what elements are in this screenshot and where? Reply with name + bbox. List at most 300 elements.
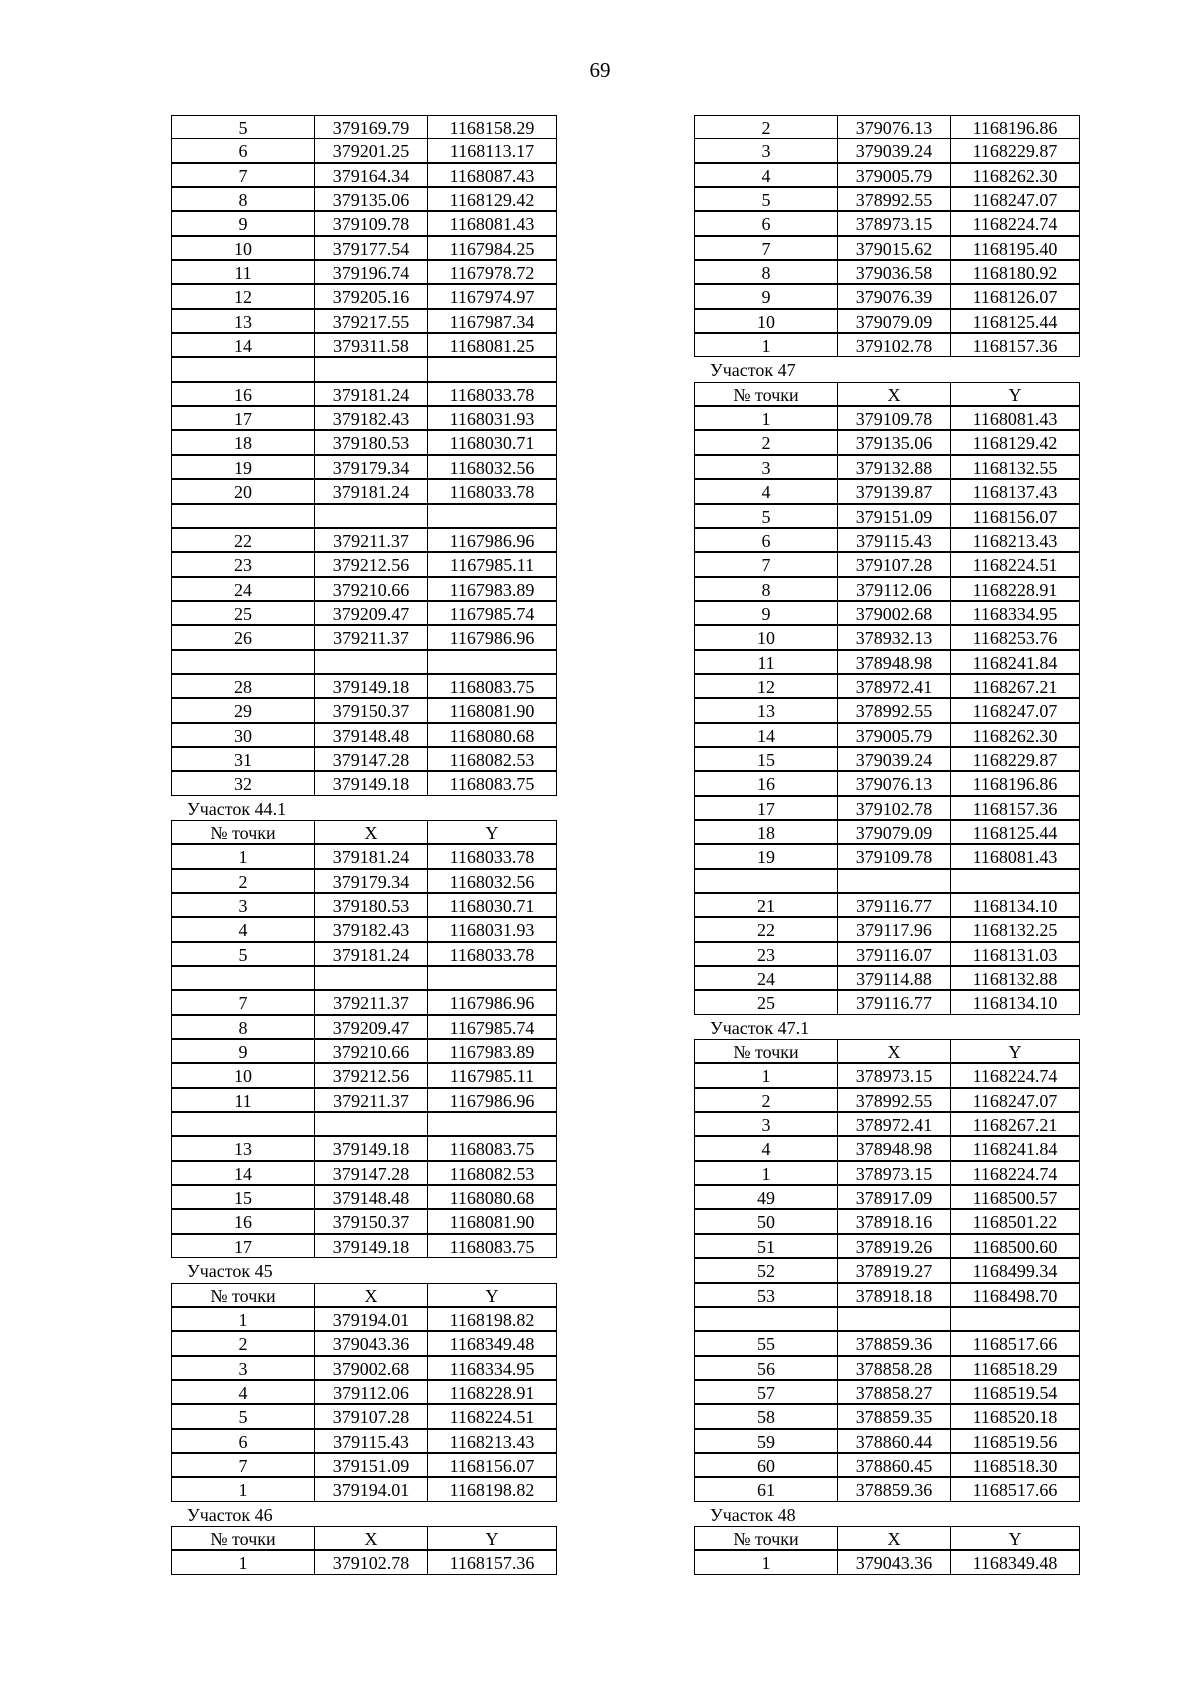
x-coordinate-cell: 379079.09 [837, 820, 951, 844]
x-coordinate-cell: 379181.24 [314, 844, 428, 868]
point-number-cell: 4 [171, 1380, 315, 1404]
y-coordinate-cell: 1168083.75 [427, 771, 557, 795]
x-coordinate-cell: 379151.09 [314, 1453, 428, 1477]
y-coordinate-cell: 1168125.44 [950, 309, 1080, 333]
y-coordinate-cell: 1168156.07 [427, 1453, 557, 1477]
empty-cell [314, 1112, 428, 1136]
point-number-cell: 11 [694, 650, 838, 674]
point-number-cell: 1 [694, 1550, 838, 1574]
y-coordinate-cell: 1168033.78 [427, 382, 557, 406]
point-number-cell: 9 [171, 211, 315, 235]
y-coordinate-cell: 1168156.07 [950, 504, 1080, 528]
point-number-header: № точки [171, 1283, 315, 1307]
x-coordinate-cell: 378948.98 [837, 650, 951, 674]
point-number-cell: 8 [171, 1015, 315, 1039]
x-coordinate-cell: 379148.48 [314, 1185, 428, 1209]
y-coordinate-cell: 1168198.82 [427, 1307, 557, 1331]
point-number-header: № точки [694, 1039, 838, 1063]
point-number-cell: 2 [171, 1331, 315, 1355]
y-coordinate-cell: 1168498.70 [950, 1283, 1080, 1307]
point-number-cell: 2 [694, 1088, 838, 1112]
y-coordinate-cell: 1168267.21 [950, 674, 1080, 698]
x-coordinate-cell: 379116.77 [837, 893, 951, 917]
point-number-cell: 9 [171, 1039, 315, 1063]
section-title: Участок 48 [710, 1504, 796, 1525]
empty-cell [694, 869, 838, 893]
x-coordinate-cell: 378973.15 [837, 211, 951, 235]
point-number-cell: 2 [171, 869, 315, 893]
empty-cell [427, 1112, 557, 1136]
y-coordinate-cell: 1168517.66 [950, 1477, 1080, 1501]
x-coordinate-cell: 379076.13 [837, 115, 951, 139]
x-coordinate-cell: 379150.37 [314, 1209, 428, 1233]
point-number-cell: 9 [694, 601, 838, 625]
point-number-cell: 7 [171, 990, 315, 1014]
x-coordinate-cell: 379147.28 [314, 747, 428, 771]
point-number-cell: 28 [171, 674, 315, 698]
y-coordinate-cell: 1168080.68 [427, 1185, 557, 1209]
x-coordinate-cell: 378973.15 [837, 1063, 951, 1087]
y-coordinate-cell: 1168229.87 [950, 747, 1080, 771]
y-coordinate-cell: 1167985.11 [427, 552, 557, 576]
x-coordinate-cell: 379201.25 [314, 138, 428, 162]
y-coordinate-cell: 1168134.10 [950, 990, 1080, 1014]
point-number-cell: 25 [171, 601, 315, 625]
point-number-cell: 10 [171, 236, 315, 260]
point-number-cell: 16 [694, 771, 838, 795]
empty-cell [171, 357, 315, 381]
y-coordinate-cell: 1167985.74 [427, 601, 557, 625]
point-number-cell: 24 [171, 577, 315, 601]
x-coordinate-cell: 378992.55 [837, 698, 951, 722]
point-number-header: № точки [694, 1526, 838, 1550]
x-coordinate-cell: 379139.87 [837, 479, 951, 503]
x-coordinate-cell: 379210.66 [314, 577, 428, 601]
x-coordinate-cell: 379194.01 [314, 1477, 428, 1501]
empty-cell [427, 504, 557, 528]
x-coordinate-cell: 379114.88 [837, 966, 951, 990]
point-number-cell: 7 [171, 163, 315, 187]
point-number-cell: 6 [171, 1429, 315, 1453]
x-coordinate-cell: 379311.58 [314, 333, 428, 357]
page-number: 69 [589, 58, 611, 82]
empty-cell [427, 357, 557, 381]
x-coordinate-cell: 378859.36 [837, 1331, 951, 1355]
x-coordinate-cell: 379209.47 [314, 601, 428, 625]
x-coordinate-cell: 379015.62 [837, 236, 951, 260]
point-number-cell: 7 [694, 552, 838, 576]
y-coordinate-cell: 1168501.22 [950, 1209, 1080, 1233]
point-number-cell: 17 [171, 1234, 315, 1258]
y-coordinate-cell: 1168083.75 [427, 1136, 557, 1160]
x-coordinate-cell: 379181.24 [314, 942, 428, 966]
y-coordinate-cell: 1168137.43 [950, 479, 1080, 503]
point-number-cell: 14 [694, 723, 838, 747]
y-coordinate-cell: 1168224.51 [427, 1404, 557, 1428]
point-number-cell: 15 [171, 1185, 315, 1209]
x-coordinate-cell: 379132.88 [837, 455, 951, 479]
point-number-cell: 5 [171, 942, 315, 966]
point-number-cell: 1 [694, 333, 838, 357]
y-coordinate-cell: 1167985.11 [427, 1063, 557, 1087]
x-coordinate-cell: 379179.34 [314, 455, 428, 479]
point-number-cell: 3 [171, 893, 315, 917]
section-title: Участок 47 [710, 360, 796, 381]
point-number-cell: 7 [694, 236, 838, 260]
y-coordinate-cell: 1168518.30 [950, 1453, 1080, 1477]
empty-cell [171, 504, 315, 528]
x-coordinate-cell: 378858.27 [837, 1380, 951, 1404]
point-number-cell: 18 [694, 820, 838, 844]
y-coordinate-cell: 1168033.78 [427, 479, 557, 503]
y-coordinate-cell: 1168247.07 [950, 1088, 1080, 1112]
x-coordinate-cell: 379116.77 [837, 990, 951, 1014]
x-header: X [314, 1526, 428, 1550]
point-number-cell: 11 [171, 1088, 315, 1112]
point-number-cell: 12 [694, 674, 838, 698]
x-coordinate-cell: 378973.15 [837, 1161, 951, 1185]
x-coordinate-cell: 379036.58 [837, 260, 951, 284]
y-coordinate-cell: 1167983.89 [427, 1039, 557, 1063]
point-number-cell: 4 [694, 479, 838, 503]
point-number-cell: 6 [171, 138, 315, 162]
point-number-cell: 10 [694, 309, 838, 333]
point-number-header: № точки [171, 820, 315, 844]
x-coordinate-cell: 379148.48 [314, 723, 428, 747]
y-coordinate-cell: 1168213.43 [427, 1429, 557, 1453]
point-number-cell: 1 [171, 1550, 315, 1574]
point-number-cell: 26 [171, 625, 315, 649]
point-number-cell: 24 [694, 966, 838, 990]
y-coordinate-cell: 1168031.93 [427, 406, 557, 430]
x-coordinate-cell: 379209.47 [314, 1015, 428, 1039]
y-coordinate-cell: 1168134.10 [950, 893, 1080, 917]
x-coordinate-cell: 378918.18 [837, 1283, 951, 1307]
x-coordinate-cell: 379076.39 [837, 284, 951, 308]
x-coordinate-cell: 379211.37 [314, 990, 428, 1014]
x-coordinate-cell: 379211.37 [314, 625, 428, 649]
y-coordinate-cell: 1168247.07 [950, 187, 1080, 211]
point-number-cell: 25 [694, 990, 838, 1014]
y-coordinate-cell: 1168224.74 [950, 1161, 1080, 1185]
section-title: Участок 47.1 [710, 1017, 810, 1038]
y-coordinate-cell: 1168519.56 [950, 1429, 1080, 1453]
x-coordinate-cell: 379115.43 [314, 1429, 428, 1453]
y-coordinate-cell: 1168030.71 [427, 893, 557, 917]
y-coordinate-cell: 1167986.96 [427, 990, 557, 1014]
point-number-cell: 13 [694, 698, 838, 722]
y-coordinate-cell: 1168349.48 [427, 1331, 557, 1355]
empty-cell [171, 966, 315, 990]
y-coordinate-cell: 1168081.90 [427, 1209, 557, 1233]
y-coordinate-cell: 1168081.43 [427, 211, 557, 235]
point-number-cell: 57 [694, 1380, 838, 1404]
x-coordinate-cell: 379149.18 [314, 674, 428, 698]
y-coordinate-cell: 1168267.21 [950, 1112, 1080, 1136]
point-number-cell: 10 [171, 1063, 315, 1087]
x-header: X [837, 1039, 951, 1063]
x-coordinate-cell: 379109.78 [837, 844, 951, 868]
x-coordinate-cell: 379005.79 [837, 163, 951, 187]
x-coordinate-cell: 378992.55 [837, 1088, 951, 1112]
x-coordinate-cell: 379149.18 [314, 771, 428, 795]
point-number-cell: 1 [171, 1307, 315, 1331]
x-coordinate-cell: 379181.24 [314, 382, 428, 406]
point-number-cell: 3 [694, 138, 838, 162]
y-coordinate-cell: 1168033.78 [427, 844, 557, 868]
x-header: X [314, 820, 428, 844]
y-coordinate-cell: 1168229.87 [950, 138, 1080, 162]
point-number-cell: 1 [694, 406, 838, 430]
empty-cell [950, 869, 1080, 893]
y-coordinate-cell: 1168500.60 [950, 1234, 1080, 1258]
y-coordinate-cell: 1168241.84 [950, 1136, 1080, 1160]
y-coordinate-cell: 1168241.84 [950, 650, 1080, 674]
point-number-cell: 1 [171, 844, 315, 868]
y-coordinate-cell: 1168349.48 [950, 1550, 1080, 1574]
y-coordinate-cell: 1167987.34 [427, 309, 557, 333]
point-number-cell: 3 [694, 455, 838, 479]
point-number-cell: 49 [694, 1185, 838, 1209]
y-coordinate-cell: 1168081.90 [427, 698, 557, 722]
empty-cell [314, 966, 428, 990]
y-coordinate-cell: 1168198.82 [427, 1477, 557, 1501]
y-coordinate-cell: 1168032.56 [427, 455, 557, 479]
y-coordinate-cell: 1167978.72 [427, 260, 557, 284]
x-coordinate-cell: 379112.06 [314, 1380, 428, 1404]
y-coordinate-cell: 1168519.54 [950, 1380, 1080, 1404]
x-coordinate-cell: 379076.13 [837, 771, 951, 795]
point-number-cell: 3 [694, 1112, 838, 1136]
y-coordinate-cell: 1168180.92 [950, 260, 1080, 284]
x-coordinate-cell: 379109.78 [314, 211, 428, 235]
y-header: Y [950, 1526, 1080, 1550]
point-number-cell: 16 [171, 382, 315, 406]
y-coordinate-cell: 1168082.53 [427, 1161, 557, 1185]
x-coordinate-cell: 379005.79 [837, 723, 951, 747]
x-coordinate-cell: 379102.78 [837, 333, 951, 357]
x-coordinate-cell: 379102.78 [837, 796, 951, 820]
x-coordinate-cell: 378859.35 [837, 1404, 951, 1428]
point-number-cell: 58 [694, 1404, 838, 1428]
y-coordinate-cell: 1168518.29 [950, 1356, 1080, 1380]
point-number-cell: 61 [694, 1477, 838, 1501]
point-number-cell: 8 [694, 260, 838, 284]
point-number-cell: 4 [694, 163, 838, 187]
y-coordinate-cell: 1168129.42 [427, 187, 557, 211]
x-coordinate-cell: 379205.16 [314, 284, 428, 308]
point-number-cell: 6 [694, 211, 838, 235]
empty-cell [314, 357, 428, 381]
x-coordinate-cell: 379177.54 [314, 236, 428, 260]
y-coordinate-cell: 1168132.88 [950, 966, 1080, 990]
y-coordinate-cell: 1168126.07 [950, 284, 1080, 308]
point-number-cell: 15 [694, 747, 838, 771]
y-coordinate-cell: 1168196.86 [950, 771, 1080, 795]
point-number-cell: 52 [694, 1258, 838, 1282]
point-number-cell: 22 [694, 917, 838, 941]
point-number-cell: 14 [171, 333, 315, 357]
empty-cell [314, 504, 428, 528]
y-coordinate-cell: 1168032.56 [427, 869, 557, 893]
x-coordinate-cell: 379149.18 [314, 1234, 428, 1258]
x-coordinate-cell: 379135.06 [837, 430, 951, 454]
y-coordinate-cell: 1168113.17 [427, 138, 557, 162]
x-coordinate-cell: 379039.24 [837, 138, 951, 162]
x-coordinate-cell: 379211.37 [314, 528, 428, 552]
x-coordinate-cell: 379181.24 [314, 479, 428, 503]
y-header: Y [950, 1039, 1080, 1063]
point-number-cell: 4 [171, 917, 315, 941]
y-coordinate-cell: 1168158.29 [427, 115, 557, 139]
x-coordinate-cell: 378972.41 [837, 1112, 951, 1136]
point-number-cell: 56 [694, 1356, 838, 1380]
x-coordinate-cell: 378919.27 [837, 1258, 951, 1282]
x-coordinate-cell: 379179.34 [314, 869, 428, 893]
x-coordinate-cell: 378919.26 [837, 1234, 951, 1258]
y-coordinate-cell: 1168224.74 [950, 211, 1080, 235]
y-header: Y [427, 1283, 557, 1307]
x-coordinate-cell: 379164.34 [314, 163, 428, 187]
point-number-cell: 14 [171, 1161, 315, 1185]
y-coordinate-cell: 1168132.55 [950, 455, 1080, 479]
point-number-cell: 19 [171, 455, 315, 479]
point-number-cell: 12 [171, 284, 315, 308]
point-number-cell: 5 [694, 187, 838, 211]
section-title: Участок 44.1 [187, 798, 287, 819]
y-coordinate-cell: 1168500.57 [950, 1185, 1080, 1209]
x-coordinate-cell: 378932.13 [837, 625, 951, 649]
x-coordinate-cell: 379169.79 [314, 115, 428, 139]
point-number-cell: 51 [694, 1234, 838, 1258]
x-coordinate-cell: 378917.09 [837, 1185, 951, 1209]
y-coordinate-cell: 1168129.42 [950, 430, 1080, 454]
point-number-cell: 1 [694, 1063, 838, 1087]
y-coordinate-cell: 1168228.91 [950, 577, 1080, 601]
empty-cell [171, 1112, 315, 1136]
x-coordinate-cell: 379116.07 [837, 942, 951, 966]
point-number-cell: 55 [694, 1331, 838, 1355]
y-coordinate-cell: 1167974.97 [427, 284, 557, 308]
x-coordinate-cell: 379149.18 [314, 1136, 428, 1160]
x-coordinate-cell: 379107.28 [314, 1404, 428, 1428]
y-coordinate-cell: 1168247.07 [950, 698, 1080, 722]
point-number-cell: 16 [171, 1209, 315, 1233]
x-coordinate-cell: 379117.96 [837, 917, 951, 941]
y-coordinate-cell: 1168083.75 [427, 674, 557, 698]
x-coordinate-cell: 379135.06 [314, 187, 428, 211]
y-coordinate-cell: 1168262.30 [950, 163, 1080, 187]
y-coordinate-cell: 1168083.75 [427, 1234, 557, 1258]
point-number-cell: 8 [171, 187, 315, 211]
y-coordinate-cell: 1168131.03 [950, 942, 1080, 966]
point-number-cell: 50 [694, 1209, 838, 1233]
x-coordinate-cell: 379194.01 [314, 1307, 428, 1331]
x-coordinate-cell: 379217.55 [314, 309, 428, 333]
x-coordinate-cell: 378860.44 [837, 1429, 951, 1453]
y-coordinate-cell: 1168125.44 [950, 820, 1080, 844]
x-coordinate-cell: 379002.68 [314, 1356, 428, 1380]
x-coordinate-cell: 378860.45 [837, 1453, 951, 1477]
y-coordinate-cell: 1168253.76 [950, 625, 1080, 649]
x-coordinate-cell: 379210.66 [314, 1039, 428, 1063]
point-number-cell: 5 [171, 115, 315, 139]
point-number-cell: 21 [694, 893, 838, 917]
point-number-cell: 32 [171, 771, 315, 795]
x-header: X [314, 1283, 428, 1307]
x-coordinate-cell: 379107.28 [837, 552, 951, 576]
empty-cell [427, 650, 557, 674]
empty-cell [314, 650, 428, 674]
y-coordinate-cell: 1168081.43 [950, 406, 1080, 430]
point-number-cell: 9 [694, 284, 838, 308]
empty-cell [694, 1307, 838, 1331]
y-coordinate-cell: 1167983.89 [427, 577, 557, 601]
x-coordinate-cell: 379180.53 [314, 430, 428, 454]
y-coordinate-cell: 1168157.36 [950, 796, 1080, 820]
point-number-header: № точки [171, 1526, 315, 1550]
y-coordinate-cell: 1168132.25 [950, 917, 1080, 941]
point-number-cell: 5 [694, 504, 838, 528]
point-number-cell: 22 [171, 528, 315, 552]
x-coordinate-cell: 378948.98 [837, 1136, 951, 1160]
x-coordinate-cell: 379043.36 [314, 1331, 428, 1355]
y-coordinate-cell: 1168520.18 [950, 1404, 1080, 1428]
y-coordinate-cell: 1168081.43 [950, 844, 1080, 868]
point-number-cell: 8 [694, 577, 838, 601]
y-coordinate-cell: 1168031.93 [427, 917, 557, 941]
point-number-cell: 7 [171, 1453, 315, 1477]
y-coordinate-cell: 1168157.36 [427, 1550, 557, 1574]
point-number-cell: 13 [171, 1136, 315, 1160]
y-coordinate-cell: 1168213.43 [950, 528, 1080, 552]
x-coordinate-cell: 379182.43 [314, 917, 428, 941]
point-number-cell: 5 [171, 1404, 315, 1428]
y-coordinate-cell: 1167985.74 [427, 1015, 557, 1039]
x-coordinate-cell: 379147.28 [314, 1161, 428, 1185]
x-coordinate-cell: 378918.16 [837, 1209, 951, 1233]
y-coordinate-cell: 1168334.95 [950, 601, 1080, 625]
point-number-cell: 20 [171, 479, 315, 503]
x-header: X [837, 1526, 951, 1550]
x-coordinate-cell: 378859.36 [837, 1477, 951, 1501]
point-number-cell: 59 [694, 1429, 838, 1453]
y-coordinate-cell: 1168224.51 [950, 552, 1080, 576]
point-number-cell: 11 [171, 260, 315, 284]
point-number-header: № точки [694, 382, 838, 406]
y-coordinate-cell: 1168157.36 [950, 333, 1080, 357]
y-coordinate-cell: 1167984.25 [427, 236, 557, 260]
y-coordinate-cell: 1168517.66 [950, 1331, 1080, 1355]
y-coordinate-cell: 1168224.74 [950, 1063, 1080, 1087]
x-coordinate-cell: 379196.74 [314, 260, 428, 284]
y-coordinate-cell: 1167986.96 [427, 625, 557, 649]
point-number-cell: 29 [171, 698, 315, 722]
y-coordinate-cell: 1168081.25 [427, 333, 557, 357]
y-coordinate-cell: 1168030.71 [427, 430, 557, 454]
point-number-cell: 17 [694, 796, 838, 820]
x-coordinate-cell: 379211.37 [314, 1088, 428, 1112]
point-number-cell: 2 [694, 115, 838, 139]
x-coordinate-cell: 379109.78 [837, 406, 951, 430]
point-number-cell: 18 [171, 430, 315, 454]
y-coordinate-cell: 1168334.95 [427, 1356, 557, 1380]
x-coordinate-cell: 379180.53 [314, 893, 428, 917]
x-coordinate-cell: 379002.68 [837, 601, 951, 625]
x-coordinate-cell: 379212.56 [314, 1063, 428, 1087]
y-header: Y [427, 1526, 557, 1550]
y-coordinate-cell: 1168499.34 [950, 1258, 1080, 1282]
